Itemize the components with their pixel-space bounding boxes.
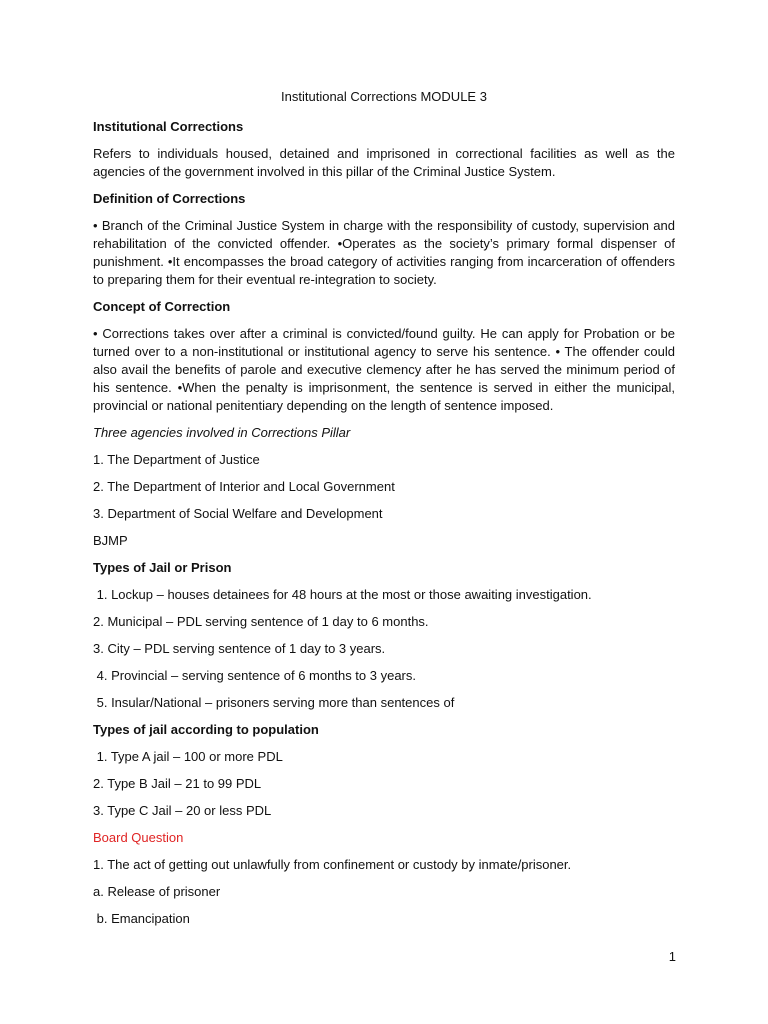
jail-type-item: 3. City – PDL serving sentence of 1 day to 3 years. [93, 641, 386, 656]
jail-type-item: 5. Insular/National – prisoners serving more than sentences of [93, 695, 455, 710]
page-number: 1 [668, 949, 676, 964]
jail-type-item: 4. Provincial – serving sentence of 6 months to 3 years. [93, 668, 417, 683]
section-body-definition: • Branch of the Criminal Justice System in charge with the responsibility of custody, supervision and rehabilitation of the convicted offender. •Operates as the society’s primary formal dispenser of punishment. •It encompasses the broad category of activities ranging from incarceration of offenders to preparing them for their eventual re-integration to society. [93, 218, 675, 287]
agencies-heading: Three agencies involved in Corrections Pillar [93, 425, 351, 440]
board-question-option: b. Emancipation [93, 911, 190, 926]
bjmp-label: BJMP [93, 533, 128, 548]
agency-item: 2. The Department of Interior and Local Government [93, 479, 395, 494]
section-body-concept: • Corrections takes over after a criminal is convicted/found guilty. He can apply for Probation or be turned over to a non-institutional or institutional agency to serve his sentence. • The offender could also avail the benefits of parole and executive clemency after he has served the minimum period of his sentence. •When the penalty is imprisonment, the sentence is served in either the municipal, provincial or national penitentiary depending on the length of sentence imposed. [93, 326, 675, 413]
agency-item: 1. The Department of Justice [93, 452, 260, 467]
population-type-item: 2. Type B Jail – 21 to 99 PDL [93, 776, 262, 791]
population-type-item: 3. Type C Jail – 20 or less PDL [93, 803, 272, 818]
section-body-institutional-corrections: Refers to individuals housed, detained and imprisoned in correctional facilities as well as the agencies of the government involved in this pillar of the Criminal Justice System. [93, 146, 675, 179]
section-heading-definition: Definition of Corrections [93, 191, 246, 206]
agency-item: 3. Department of Social Welfare and Development [93, 506, 383, 521]
document-body [93, 88, 675, 937]
population-type-item: 1. Type A jail – 100 or more PDL [93, 749, 283, 764]
jail-type-item: 1. Lockup – houses detainees for 48 hours at the most or those awaiting investigation. [93, 587, 592, 602]
jail-type-item: 2. Municipal – PDL serving sentence of 1 day to 6 months. [93, 614, 429, 629]
population-types-heading: Types of jail according to population [93, 722, 319, 737]
board-question-option: a. Release of prisoner [93, 884, 221, 899]
board-question-heading: Board Question [93, 830, 184, 845]
jail-types-heading: Types of Jail or Prison [93, 560, 232, 575]
board-question-text: 1. The act of getting out unlawfully from confinement or custody by inmate/prisoner. [93, 857, 572, 872]
document-title: Institutional Corrections MODULE 3 [281, 89, 487, 104]
section-heading-concept: Concept of Correction [93, 299, 231, 314]
section-heading-institutional-corrections: Institutional Corrections [93, 119, 244, 134]
